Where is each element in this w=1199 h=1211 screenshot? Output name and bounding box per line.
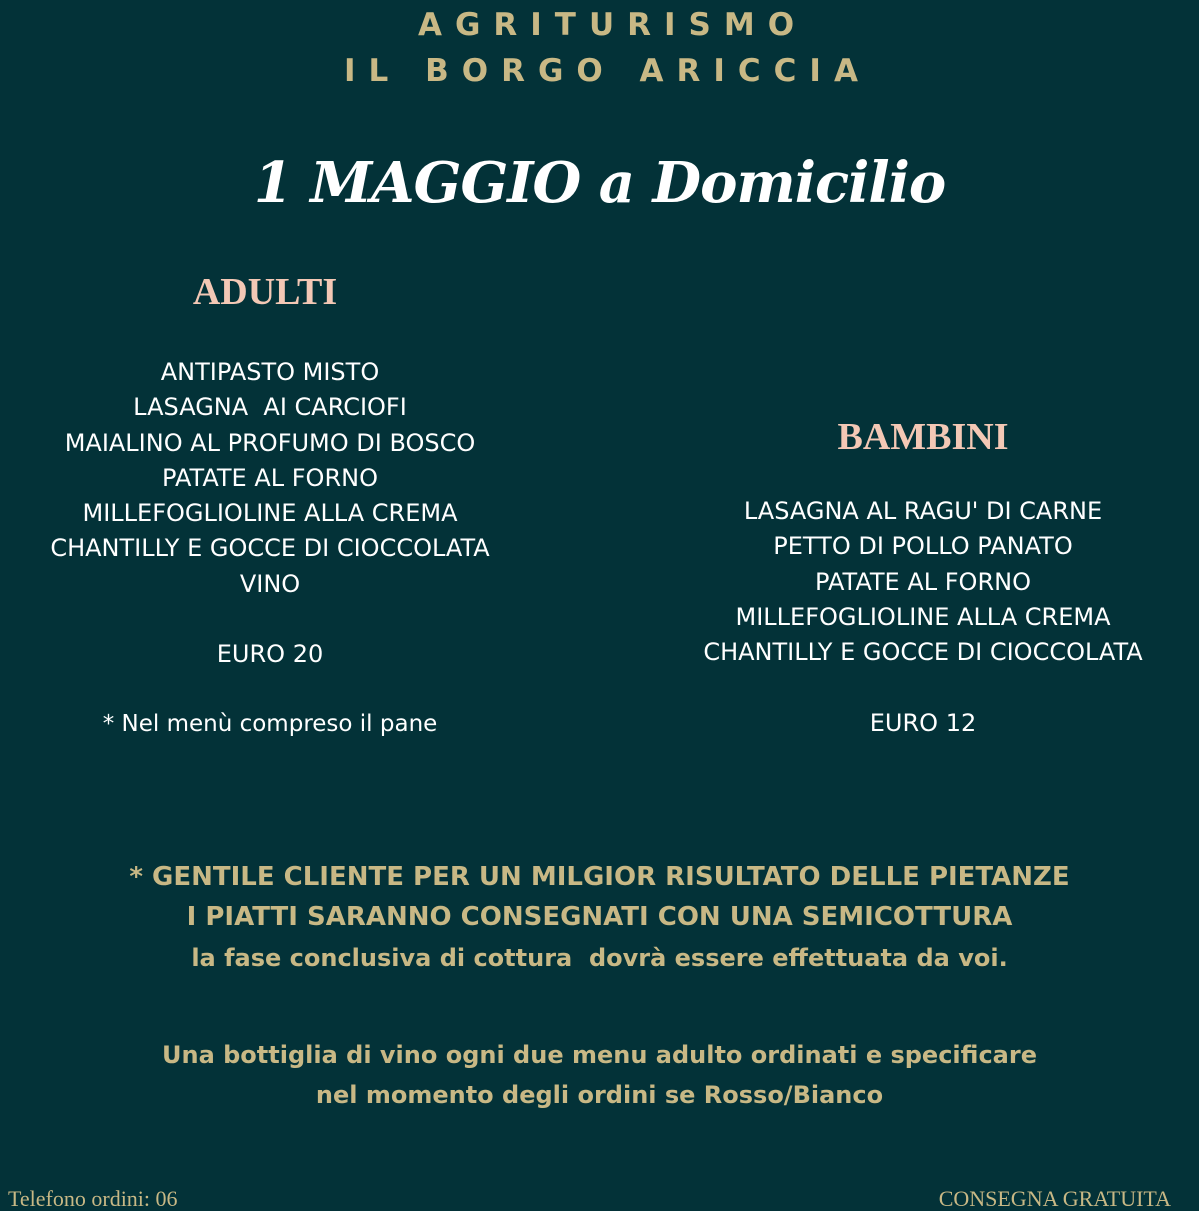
delivery-footer: CONSEGNA GRATUITA bbox=[938, 1186, 1171, 1211]
adulti-heading: ADULTI bbox=[192, 271, 338, 313]
wine-note-line-1: Una bottiglia di vino ogni due menu adulto ordinati e specificare bbox=[162, 1041, 1037, 1069]
bambini-menu-list bbox=[663, 494, 1183, 670]
adulti-bread-note: * Nel menù compreso il pane bbox=[102, 711, 438, 737]
brand-line-1: AGRITURISMO bbox=[417, 7, 808, 43]
menu-item: PETTO DI POLLO PANATO bbox=[773, 532, 1073, 561]
page-title: 1 MAGGIO a Domicilio bbox=[253, 150, 946, 216]
menu-item: PATATE AL FORNO bbox=[815, 567, 1031, 596]
menu-item: PATATE AL FORNO bbox=[162, 463, 378, 492]
notice-line-2: I PIATTI SARANNO CONSEGNATI CON UNA SEMICOTTURA bbox=[186, 902, 1013, 932]
menu-item: ANTIPASTO MISTO bbox=[160, 358, 380, 386]
menu-item: VINO bbox=[239, 569, 301, 598]
menu-item: CHANTILLY E GOCCE DI CIOCCOLATA bbox=[703, 638, 1143, 667]
menu-item: LASAGNA AI CARCIOFI bbox=[133, 393, 407, 422]
menu-item: MAIALINO AL PROFUMO DI BOSCO bbox=[64, 428, 476, 457]
adulti-menu-list bbox=[0, 355, 540, 602]
menu-item: MILLEFOGLIOLINE ALLA CREMA bbox=[735, 602, 1111, 631]
bambini-price: EURO 12 bbox=[869, 709, 977, 737]
brand-line-2: IL BORGO ARICCIA bbox=[344, 53, 871, 89]
wine-note-line-2: nel momento degli ordini se Rosso/Bianco bbox=[315, 1081, 884, 1109]
adulti-price: EURO 20 bbox=[216, 640, 324, 668]
notice-line-1: * GENTILE CLIENTE PER UN MILGIOR RISULTATO DELLE PIETANZE bbox=[129, 862, 1070, 892]
phone-footer: Telefono ordini: 06 bbox=[8, 1186, 178, 1211]
menu-item: LASAGNA AL RAGU' DI CARNE bbox=[743, 497, 1103, 525]
menu-item: MILLEFOGLIOLINE ALLA CREMA bbox=[82, 499, 458, 528]
bambini-heading: BAMBINI bbox=[837, 416, 1009, 458]
notice-line-3: la fase conclusiva di cottura dovrà essere effettuata da voi. bbox=[191, 944, 1008, 972]
menu-item: CHANTILLY E GOCCE DI CIOCCOLATA bbox=[50, 534, 490, 563]
